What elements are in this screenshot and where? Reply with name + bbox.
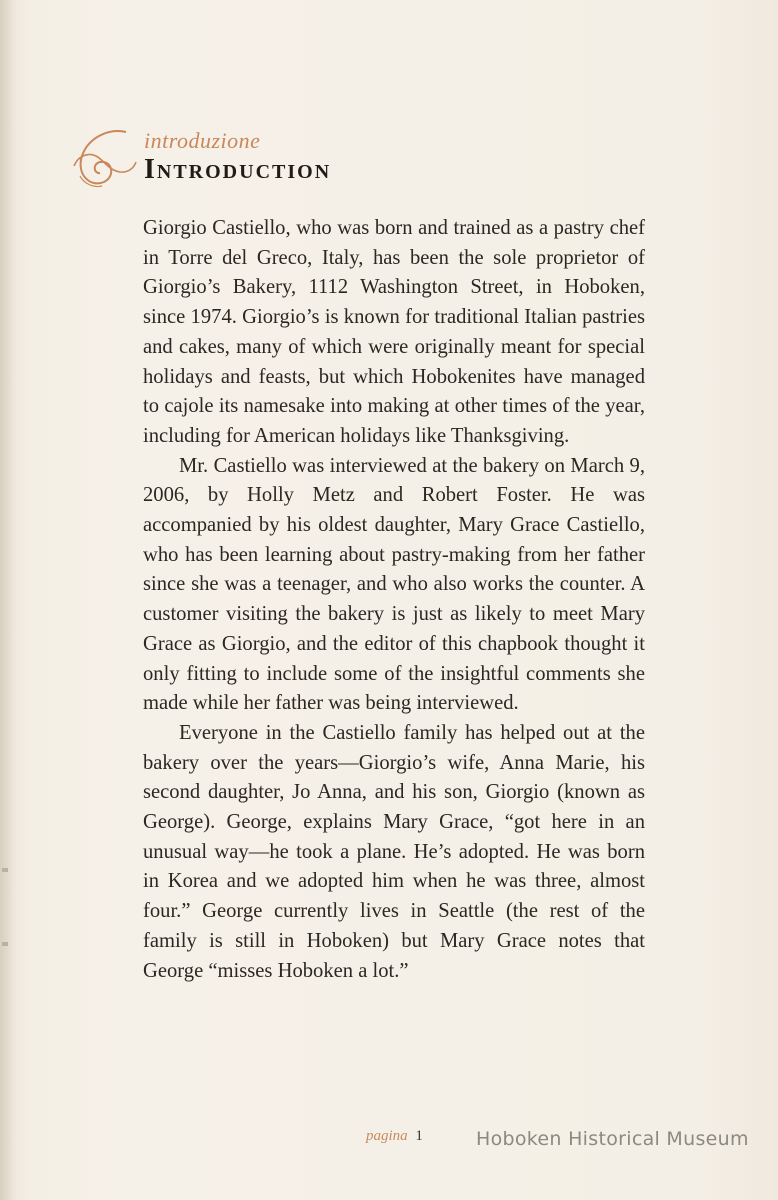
staple-mark <box>2 942 8 946</box>
paragraph: Giorgio Castiello, who was born and trained as a pastry chef in Torre del Greco, Italy, has been the sole proprietor of Giorgio’s Bakery, 1112 Washington Street, in Hoboken, since 1974. Giorgio’s is known for traditional Italian pastries and cakes, many of which were originally meant for special holidays and feasts, but which Hobokenites have managed to cajole its namesake into making at other times of the year, including for American holidays like Thanksgiving. <box>143 217 645 447</box>
page-label: pagina <box>366 1128 408 1144</box>
chapter-title: Introduction <box>144 154 332 185</box>
staple-mark <box>2 868 8 872</box>
flourish-ornament-icon <box>68 126 138 196</box>
paragraph: Mr. Castiello was interviewed at the bakery on March 9, 2006, by Holly Metz and Robert Foster. He was accompanied by his oldest daughter, Mary Grace Castiello, who has been learning about pastry-making from her father since she was a teenager, and who also works the counter. A customer visiting the bakery is just as likely to meet Mary Grace as Giorgio, and the editor of this chapbook thought it only fitting to include some of the insightful comments she made while her father was being interviewed. <box>143 454 645 715</box>
page-number: 1 <box>415 1128 423 1144</box>
museum-watermark: Hoboken Historical Museum <box>476 1128 749 1150</box>
chapter-subtitle-italian: introduzione <box>144 128 261 153</box>
page-gutter <box>0 0 14 1200</box>
paragraph: Everyone in the Castiello family has helped out at the bakery over the years—Giorgio’s wife, Anna Marie, his second daughter, Jo Anna, and his son, Giorgio (known as George). George, explains Mary Grace, “got here in an unusual way—he took a plane. He’s adopted. He was born in Korea and we adopted him when he was three, almost four.” George currently lives in Seattle (the rest of the family is still in Hoboken) but Mary Grace notes that George “misses Hoboken a lot.” <box>143 721 645 982</box>
page-footer <box>366 1128 423 1145</box>
body-text <box>143 214 645 986</box>
chapter-heading <box>68 118 488 198</box>
